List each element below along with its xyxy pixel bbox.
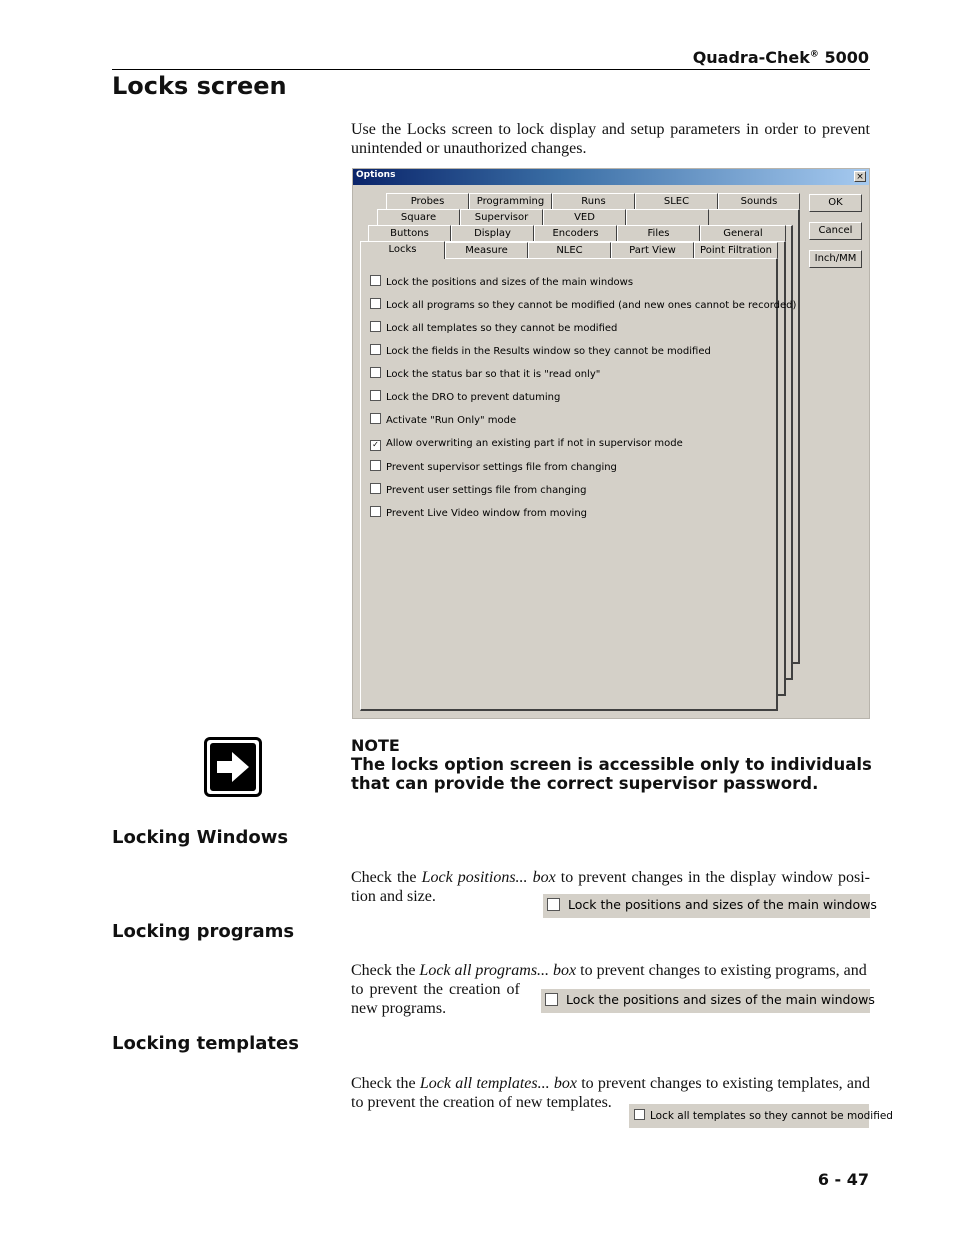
heading-locking-windows: Locking Windows [112,827,289,848]
tab-files[interactable]: Files [617,225,700,241]
tab-measure[interactable]: Measure [445,242,528,258]
inch-mm-button[interactable]: Inch/MM [809,250,862,268]
page-title: Locks screen [112,72,287,100]
option-prevent-user-settings[interactable]: Prevent user settings file from changing [370,483,586,497]
tab-programming[interactable]: Programming [469,193,552,209]
snippet-lock-all-programs: Lock the positions and sizes of the main windows [541,989,870,1013]
checkbox-checked[interactable]: ✓ [370,440,381,451]
checkbox[interactable] [370,344,381,355]
option-lock-programs[interactable]: Lock all programs so they cannot be modified (and new ones cannot be recorded) [370,298,796,312]
checkbox[interactable] [370,460,381,471]
note-arrow-icon [204,737,262,797]
checkbox[interactable] [370,321,381,332]
locking-windows-paragraph: Check the Lock positions... box to prevent changes in the display window posi-tion and size. [351,869,871,905]
option-allow-overwriting[interactable]: ✓ Allow overwriting an existing part if not in supervisor mode [370,437,683,451]
tab-ved[interactable]: VED [543,209,626,225]
checkbox[interactable] [370,367,381,378]
tab-sounds[interactable]: Sounds [718,193,800,209]
heading-locking-templates: Locking templates [112,1033,299,1054]
checkbox[interactable] [370,483,381,494]
intro-paragraph: Use the Locks screen to lock display and setup parameters in order to prevent unintended or unauthorized changes. [351,121,870,157]
checkbox[interactable] [370,275,381,286]
cancel-button[interactable]: Cancel [809,222,862,240]
checkbox [634,1109,645,1120]
option-prevent-supervisor-settings[interactable]: Prevent supervisor settings file from changing [370,460,617,474]
tab-nlec[interactable]: NLEC [528,242,611,258]
snippet-lock-all-templates: Lock all templates so they cannot be modified [629,1104,869,1128]
header-rule [112,69,870,70]
option-lock-results-fields[interactable]: Lock the fields in the Results window so they cannot be modified [370,344,711,358]
locking-templates-paragraph: Check the Lock all templates... box to prevent changes to existing templates, and to prevent the creation of new templates. [351,1075,871,1111]
tab-runs[interactable]: Runs [552,193,635,209]
dialog-title: Options [356,170,396,180]
tab-general[interactable]: General [700,225,786,241]
tab-buttons[interactable]: Buttons [368,225,451,241]
heading-locking-programs: Locking programs [112,921,295,942]
snippet-lock-window-positions: Lock the positions and sizes of the main windows [543,894,870,918]
option-lock-templates[interactable]: Lock all templates so they cannot be modified [370,321,617,335]
tab-probes[interactable]: Probes [386,193,469,209]
close-icon[interactable]: × [854,171,866,182]
tab-square[interactable]: Square [377,209,460,225]
option-lock-dro[interactable]: Lock the DRO to prevent datuming [370,390,560,404]
checkbox[interactable] [370,390,381,401]
locking-programs-line3: new programs. [351,1000,447,1017]
tab-locks[interactable]: Locks [360,241,445,259]
checkbox [547,898,560,911]
ok-button[interactable]: OK [809,194,862,212]
locking-programs-line2: to prevent the creation of [351,981,520,998]
tab-blank[interactable] [626,209,709,225]
running-header: Quadra-Chek® 5000 [692,48,869,67]
tab-point-filtration[interactable]: Point Filtration [694,242,778,258]
note-label: NOTE [351,736,400,755]
option-prevent-live-video-move[interactable]: Prevent Live Video window from moving [370,506,587,520]
tab-supervisor[interactable]: Supervisor [460,209,543,225]
option-lock-status-bar[interactable]: Lock the status bar so that it is "read only" [370,367,600,381]
tab-slec[interactable]: SLEC [635,193,718,209]
checkbox[interactable] [370,298,381,309]
tab-display[interactable]: Display [451,225,534,241]
tab-encoders[interactable]: Encoders [534,225,617,241]
note-text: The locks option screen is accessible only to individuals that can provide the correct supervisor password. [351,755,872,793]
checkbox[interactable] [370,413,381,424]
options-dialog-screenshot [352,168,870,719]
dialog-title-bar [353,169,869,185]
checkbox [545,993,558,1006]
checkbox[interactable] [370,506,381,517]
option-lock-window-positions[interactable]: Lock the positions and sizes of the main windows [370,275,633,289]
option-run-only-mode[interactable]: Activate "Run Only" mode [370,413,516,427]
tab-part-view[interactable]: Part View [611,242,694,258]
locking-programs-line1: Check the Lock all programs... box to prevent changes to existing programs, and [351,962,867,979]
page-number: 6 - 47 [817,1170,869,1189]
